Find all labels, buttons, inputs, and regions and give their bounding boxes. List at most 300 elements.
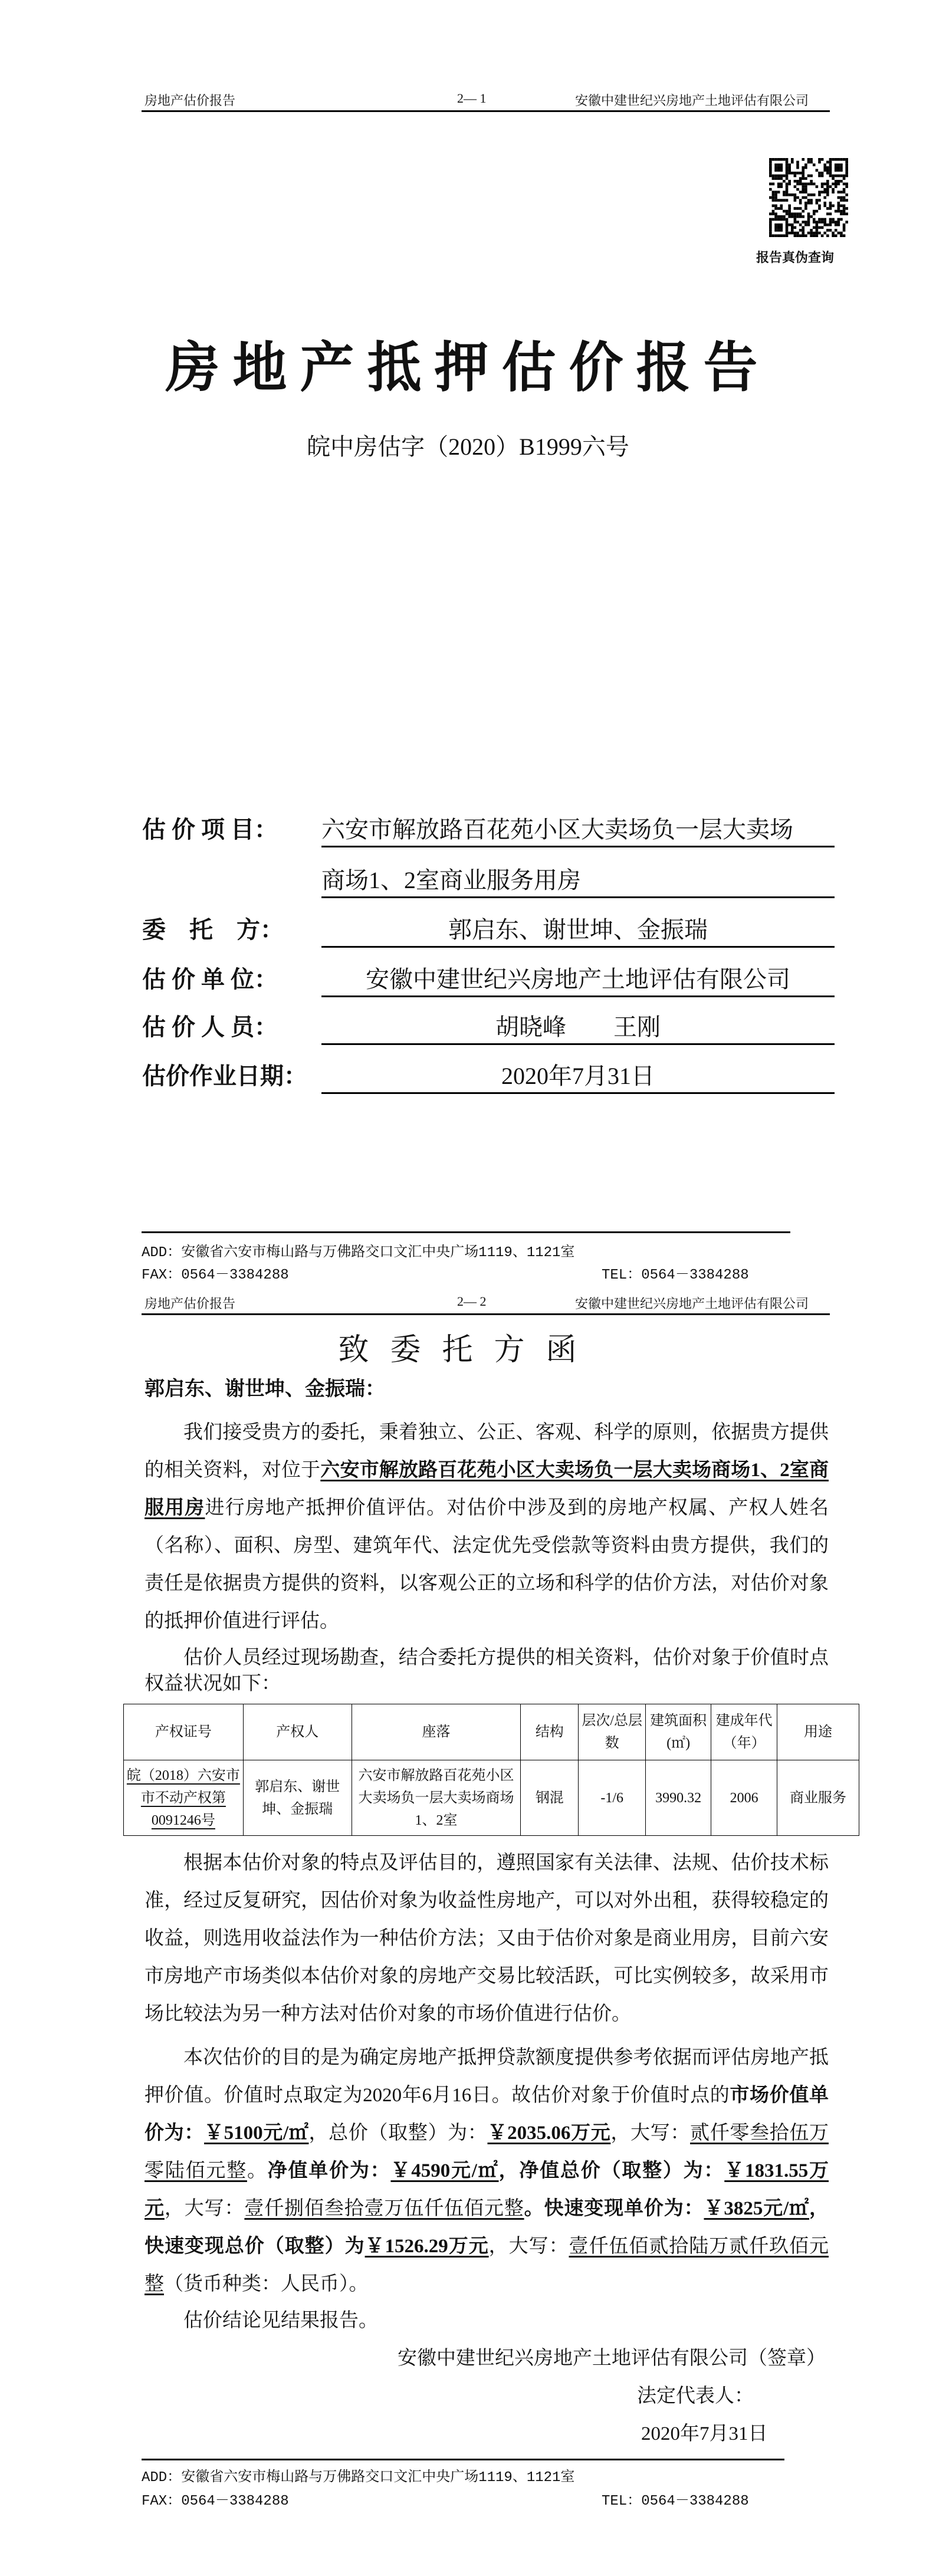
- qr-module: [807, 212, 810, 215]
- qr-module: [845, 185, 848, 188]
- qr-module: [835, 229, 838, 232]
- header-page-number: 2— 1: [457, 91, 487, 106]
- qr-module: [786, 166, 789, 169]
- market-total-capital: 贰仟零叁拾伍万零陆佰元整: [144, 2122, 829, 2181]
- letter-title: 致委托方函: [338, 1333, 598, 1367]
- qr-module: [794, 175, 797, 178]
- report-number: 皖中房估字（2020）B1999六号: [307, 433, 629, 460]
- qr-module: [788, 193, 791, 196]
- qr-module: [813, 193, 816, 196]
- qr-module: [786, 161, 789, 164]
- qr-module: [843, 158, 846, 161]
- qr-module: [783, 175, 786, 178]
- qr-module: [843, 229, 846, 232]
- capital-label: ，大写：: [488, 2236, 569, 2257]
- qr-module: [786, 226, 789, 229]
- qr-module: [788, 180, 791, 183]
- capital-label: ，大写：: [164, 2198, 245, 2219]
- qr-module: [769, 226, 772, 229]
- qr-module: [791, 232, 794, 235]
- qr-module: [821, 183, 824, 186]
- qr-module: [772, 190, 775, 193]
- qr-module: [813, 212, 816, 215]
- conclusion-note: 估价结论见结果报告。: [183, 2310, 378, 2331]
- qr-module: [818, 175, 821, 178]
- qr-module: [804, 185, 807, 188]
- qr-module: [813, 221, 816, 224]
- qr-module: [780, 226, 783, 229]
- qr-module: [796, 215, 799, 218]
- cell-year: 2006: [711, 1760, 777, 1836]
- qr-module: [794, 196, 797, 199]
- qr-module: [788, 172, 791, 175]
- qr-module: [832, 205, 835, 208]
- qr-module: [769, 172, 772, 175]
- qr-module: [796, 166, 799, 169]
- qr-module: [835, 166, 838, 169]
- qr-module: [802, 229, 804, 232]
- qr-module: [810, 199, 813, 202]
- qr-module: [786, 193, 789, 196]
- qr-module: [804, 188, 807, 191]
- qr-module: [838, 180, 840, 183]
- qr-module: [829, 207, 832, 210]
- qr-module: [818, 221, 821, 224]
- qr-module: [840, 212, 843, 215]
- qr-module: [799, 177, 802, 180]
- footer-rule: [142, 1231, 790, 1233]
- qr-module: [796, 232, 799, 235]
- qr-module: [823, 205, 826, 208]
- qr-caption: 报告真伪查询: [756, 250, 835, 265]
- qr-module: [832, 221, 835, 224]
- qr-module: [786, 234, 789, 237]
- qr-module: [802, 234, 804, 237]
- qr-module: [772, 210, 775, 213]
- qr-module: [840, 180, 843, 183]
- qr-module: [791, 226, 794, 229]
- cell-area: 3990.32: [646, 1760, 711, 1836]
- market-total-price: ￥2035.06万元: [487, 2122, 611, 2144]
- qr-module: [818, 161, 821, 164]
- qr-module: [780, 166, 783, 169]
- page-header: [144, 88, 830, 112]
- qr-module: [799, 172, 802, 175]
- header-company: 安徽中建世纪兴房地产土地评估有限公司: [575, 1296, 809, 1311]
- qr-module: [843, 177, 846, 180]
- qr-module: [813, 163, 816, 166]
- qr-module: [774, 205, 777, 208]
- qr-module: [802, 210, 804, 213]
- qr-module: [777, 166, 780, 169]
- para4-text: 本次估价的目的是为确定房地产抵押贷款额度提供参考依据而评估房地产抵押价值。价值时点取定为2020年6月16日。故估价对象于价值时点的: [144, 2047, 829, 2106]
- qr-module: [780, 215, 783, 218]
- qr-module: [810, 229, 813, 232]
- qr-module: [769, 218, 772, 221]
- qr-module: [835, 183, 838, 186]
- qr-module: [799, 180, 802, 183]
- qr-module: [845, 199, 848, 202]
- qr-module: [832, 177, 835, 180]
- qr-module: [774, 177, 777, 180]
- qr-module: [774, 212, 777, 215]
- qr-module: [840, 169, 843, 172]
- field-value-date: 2020年7月31日: [321, 1060, 835, 1094]
- qr-module: [774, 196, 777, 199]
- qr-module: [821, 190, 824, 193]
- qr-module: [788, 232, 791, 235]
- qr-module: [777, 199, 780, 202]
- qr-module: [783, 218, 786, 221]
- qr-module: [772, 175, 775, 178]
- qr-module: [774, 218, 777, 221]
- qr-module: [804, 196, 807, 199]
- qr-module: [774, 169, 777, 172]
- qr-module: [829, 172, 832, 175]
- qr-module: [777, 226, 780, 229]
- qr-module: [783, 158, 786, 161]
- qr-module: [823, 163, 826, 166]
- qr-module: [804, 163, 807, 166]
- qr-module: [777, 163, 780, 166]
- cell-location: 六安市解放路百花苑小区大卖场负一层大卖场商场1、2室: [352, 1760, 521, 1836]
- qr-module: [813, 210, 816, 213]
- header-report-type: 房地产估价报告: [144, 93, 236, 108]
- qr-module: [823, 166, 826, 169]
- qr-module: [794, 172, 797, 175]
- qr-module: [794, 226, 797, 229]
- qr-module: [780, 234, 783, 237]
- qr-module: [823, 232, 826, 235]
- paragraph-4: [144, 2039, 829, 2303]
- footer-tel: TEL：0564－3384288: [602, 1267, 749, 1283]
- qr-module: [788, 207, 791, 210]
- qr-module: [777, 190, 780, 193]
- qr-code[interactable]: [769, 158, 848, 237]
- qr-module: [843, 196, 846, 199]
- qr-module: [816, 210, 819, 213]
- qr-module: [838, 210, 840, 213]
- qr-module: [829, 218, 832, 221]
- qr-module: [813, 234, 816, 237]
- qr-module: [832, 183, 835, 186]
- para1-text-rest: 进行房地产抵押价值评估。对估价中涉及到的房地产权属、产权人姓名（名称）、面积、房型、建筑年代、法定优先受偿款等资料由贵方提供，我们的责任是依据贵方提供的资料，以客观公正的立场和科学的估价方法，对估价对象的抵押价值进行评估。: [144, 1497, 829, 1632]
- field-value-appraisers: 胡晓峰 王刚: [321, 1011, 835, 1045]
- qr-module: [835, 224, 838, 226]
- qr-module: [835, 221, 838, 224]
- para1-property: 六安市解放路百花苑小区大卖场负一层大卖场商场1、2室商服用房: [144, 1460, 829, 1519]
- qr-module: [840, 196, 843, 199]
- qr-module: [799, 202, 802, 205]
- qr-module: [804, 224, 807, 226]
- qr-module: [818, 226, 821, 229]
- footer-tel: TEL：0564－3384288: [602, 2493, 749, 2509]
- qr-module: [780, 207, 783, 210]
- qr-module: [791, 215, 794, 218]
- qr-module: [816, 232, 819, 235]
- qr-module: [816, 199, 819, 202]
- col-location: 座落: [352, 1704, 521, 1760]
- qr-module: [783, 180, 786, 183]
- qr-module: [780, 224, 783, 226]
- qr-module: [799, 199, 802, 202]
- qr-module: [829, 205, 832, 208]
- qr-module: [788, 205, 791, 208]
- qr-module: [838, 175, 840, 178]
- qr-module: [845, 161, 848, 164]
- qr-module: [845, 221, 848, 224]
- qr-module: [788, 212, 791, 215]
- qr-module: [838, 190, 840, 193]
- qr-module: [821, 234, 824, 237]
- qr-module: [796, 161, 799, 164]
- qr-module: [840, 232, 843, 235]
- qr-module: [829, 224, 832, 226]
- qr-module: [840, 158, 843, 161]
- qr-module: [783, 215, 786, 218]
- qr-module: [769, 158, 772, 161]
- qr-module: [840, 210, 843, 213]
- qr-module: [832, 218, 835, 221]
- qr-module: [783, 210, 786, 213]
- qr-module: [791, 172, 794, 175]
- qr-module: [794, 221, 797, 224]
- qr-module: [794, 234, 797, 237]
- qr-module: [802, 232, 804, 235]
- market-unit-label: 市场价值单价为：: [144, 2085, 829, 2144]
- qr-module: [786, 232, 789, 235]
- qr-module: [823, 190, 826, 193]
- qr-module: [788, 224, 791, 226]
- qr-module: [774, 215, 777, 218]
- qr-module: [818, 218, 821, 221]
- qr-module: [829, 161, 832, 164]
- qr-module: [838, 218, 840, 221]
- qr-module: [821, 221, 824, 224]
- qr-module: [838, 166, 840, 169]
- qr-module: [823, 202, 826, 205]
- qr-module: [826, 172, 829, 175]
- qr-module: [802, 169, 804, 172]
- qr-module: [829, 158, 832, 161]
- qr-module: [840, 199, 843, 202]
- qr-module: [818, 193, 821, 196]
- footer-fax: FAX：0564－3384288: [142, 2493, 289, 2509]
- qr-module: [802, 158, 804, 161]
- qr-module: [829, 169, 832, 172]
- qr-module: [796, 207, 799, 210]
- qr-module: [826, 234, 829, 237]
- qr-module: [791, 224, 794, 226]
- qr-module: [807, 224, 810, 226]
- qr-module: [777, 207, 780, 210]
- net-unit-price: ￥4590元/㎡: [390, 2160, 499, 2181]
- qr-module: [786, 229, 789, 232]
- qr-module: [845, 172, 848, 175]
- qr-module: [788, 210, 791, 213]
- qr-module: [769, 188, 772, 191]
- qr-module: [791, 229, 794, 232]
- qr-module: [843, 207, 846, 210]
- qr-module: [829, 202, 832, 205]
- qr-module: [843, 205, 846, 208]
- qr-module: [843, 175, 846, 178]
- qr-module: [780, 177, 783, 180]
- qr-module: [804, 190, 807, 193]
- footer-fax: FAX：0564－3384288: [142, 1267, 289, 1283]
- qr-module: [840, 234, 843, 237]
- qr-module: [799, 212, 802, 215]
- footer-address: ADD：安徽省六安市梅山路与万佛路交口文汇中央广场1119、1121室: [142, 1245, 575, 1261]
- qr-module: [769, 166, 772, 169]
- qr-module: [845, 193, 848, 196]
- qr-module: [838, 196, 840, 199]
- qr-module: [794, 180, 797, 183]
- qr-module: [774, 166, 777, 169]
- quick-total-price: ￥1526.29万元: [364, 2236, 489, 2257]
- qr-module: [821, 185, 824, 188]
- qr-module: [774, 190, 777, 193]
- qr-module: [786, 169, 789, 172]
- qr-module: [769, 229, 772, 232]
- qr-module: [829, 212, 832, 215]
- qr-module: [791, 161, 794, 164]
- qr-module: [816, 234, 819, 237]
- qr-module: [777, 177, 780, 180]
- qr-module: [832, 175, 835, 178]
- footer-contact-row: [0, 2490, 936, 2513]
- qr-module: [810, 202, 813, 205]
- qr-module: [845, 169, 848, 172]
- qr-module: [774, 193, 777, 196]
- qr-module: [826, 193, 829, 196]
- qr-module: [821, 175, 824, 178]
- qr-module: [823, 196, 826, 199]
- qr-module: [810, 158, 813, 161]
- qr-module: [810, 232, 813, 235]
- qr-module: [799, 207, 802, 210]
- qr-module: [794, 185, 797, 188]
- field-label-appraisers: 估 价 人 员：: [142, 1014, 278, 1040]
- quick-unit-price: ￥3825元/㎡: [704, 2198, 810, 2219]
- qr-module: [826, 180, 829, 183]
- qr-module: [838, 169, 840, 172]
- quick-unit-label: 。快速变现单价为：: [524, 2198, 704, 2219]
- qr-module: [802, 196, 804, 199]
- qr-module: [832, 234, 835, 237]
- qr-module: [826, 224, 829, 226]
- footer-rule: [142, 2459, 784, 2460]
- qr-module: [777, 183, 780, 186]
- qr-module: [810, 180, 813, 183]
- qr-module: [818, 207, 821, 210]
- qr-module: [788, 169, 791, 172]
- qr-module: [794, 199, 797, 202]
- qr-module: [816, 229, 819, 232]
- qr-module: [835, 185, 838, 188]
- qr-module: [799, 224, 802, 226]
- qr-module: [832, 232, 835, 235]
- qr-module: [829, 229, 832, 232]
- qr-module: [818, 158, 821, 161]
- qr-module: [821, 172, 824, 175]
- qr-module: [769, 175, 772, 178]
- qr-module: [807, 158, 810, 161]
- qr-module: [769, 196, 772, 199]
- qr-module: [786, 175, 789, 178]
- qr-module: [826, 185, 829, 188]
- capital-label: ，大写：: [610, 2122, 691, 2144]
- qr-module: [799, 229, 802, 232]
- qr-module: [786, 210, 789, 213]
- qr-module: [791, 193, 794, 196]
- qr-module: [826, 183, 829, 186]
- qr-module: [816, 185, 819, 188]
- qr-module: [840, 218, 843, 221]
- qr-module: [807, 193, 810, 196]
- qr-module: [783, 190, 786, 193]
- qr-module: [769, 163, 772, 166]
- qr-module: [838, 163, 840, 166]
- qr-module: [772, 193, 775, 196]
- field-label-client: 委 托 方：: [142, 916, 284, 943]
- qr-module: [796, 212, 799, 215]
- qr-module: [821, 218, 824, 221]
- qr-module: [804, 205, 807, 208]
- col-owner: 产权人: [243, 1704, 352, 1760]
- qr-module: [821, 158, 824, 161]
- qr-module: [796, 183, 799, 186]
- qr-module: [835, 210, 838, 213]
- qr-module: [807, 175, 810, 178]
- qr-module: [818, 232, 821, 235]
- currency-note: （货币种类：人民币）。: [164, 2273, 369, 2295]
- qr-module: [780, 205, 783, 208]
- col-area: 建筑面积(㎡): [646, 1704, 711, 1760]
- qr-module: [796, 221, 799, 224]
- qr-module: [826, 161, 829, 164]
- qr-module: [780, 163, 783, 166]
- qr-module: [826, 207, 829, 210]
- qr-module: [832, 188, 835, 191]
- net-total-label: ，净值总价（取整）为：: [498, 2160, 725, 2181]
- qr-module: [777, 158, 780, 161]
- qr-module: [829, 185, 832, 188]
- qr-module: [804, 234, 807, 237]
- qr-module: [802, 221, 804, 224]
- qr-module: [823, 188, 826, 191]
- paragraph-1: [144, 1414, 829, 1640]
- page-header: [144, 1292, 830, 1315]
- qr-module: [786, 212, 789, 215]
- qr-module: [835, 163, 838, 166]
- para1-text: 我们接受贵方的委托，秉着独立、公正、客观、科学的原则，依据贵方提供的相关资料，对位于: [144, 1422, 829, 1481]
- qr-module: [810, 193, 813, 196]
- para4-punct: 。: [247, 2160, 268, 2181]
- qr-module: [821, 226, 824, 229]
- qr-module: [769, 221, 772, 224]
- qr-module: [818, 205, 821, 208]
- qr-module: [826, 229, 829, 232]
- qr-module: [835, 169, 838, 172]
- cell-use: 商业服务: [777, 1760, 859, 1836]
- qr-module: [832, 190, 835, 193]
- qr-module: [810, 175, 813, 178]
- qr-module: [823, 218, 826, 221]
- qr-module: [796, 196, 799, 199]
- qr-module: [845, 183, 848, 186]
- qr-module: [780, 229, 783, 232]
